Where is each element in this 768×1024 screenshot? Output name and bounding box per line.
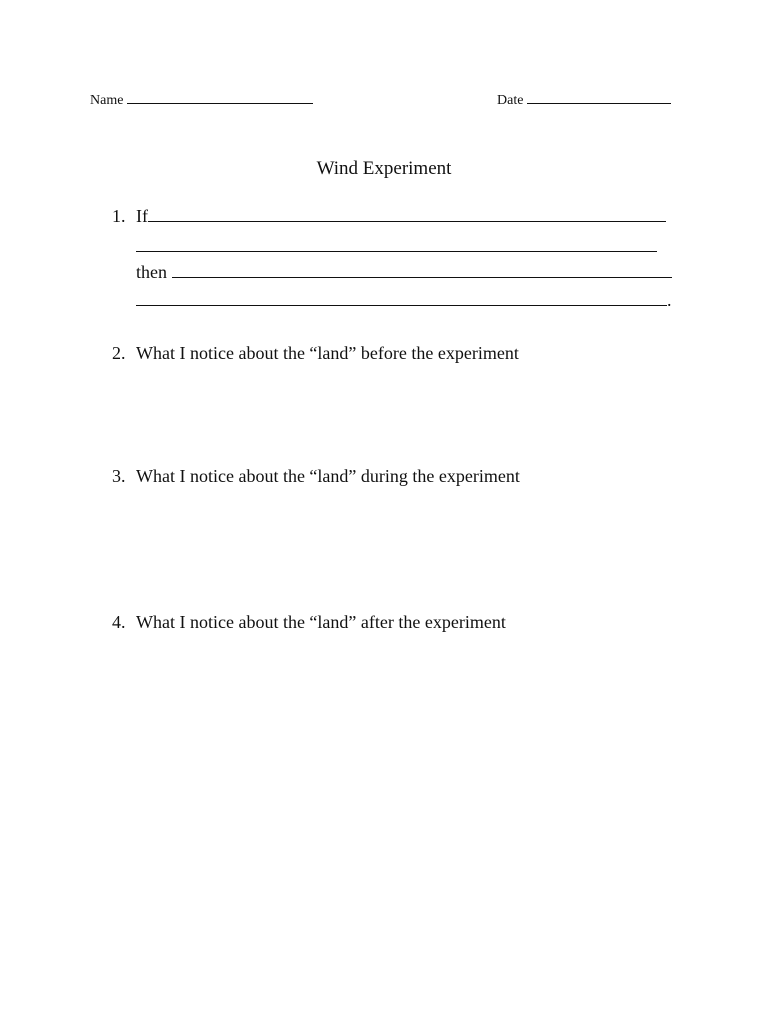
question-4-number: 4. <box>112 612 126 632</box>
if-label: If <box>136 206 148 226</box>
then-blank-line[interactable] <box>172 263 672 278</box>
question-4 <box>112 612 506 633</box>
if-blank-line-2[interactable] <box>136 237 657 252</box>
name-label: Name <box>90 93 124 108</box>
if-blank-line[interactable] <box>148 207 666 222</box>
question-2-number: 2. <box>112 343 126 363</box>
question-3-text: What I notice about the “land” during the experiment <box>136 466 520 486</box>
date-blank-line[interactable] <box>527 93 671 104</box>
then-line <box>136 262 672 283</box>
question-2-text: What I notice about the “land” before the experiment <box>136 343 519 363</box>
end-period: . <box>667 290 672 310</box>
date-field <box>497 93 671 109</box>
name-blank-line[interactable] <box>127 93 313 104</box>
question-3 <box>112 466 520 487</box>
then-continuation-line <box>136 290 672 311</box>
question-3-number: 3. <box>112 466 126 486</box>
worksheet-title: Wind Experiment <box>316 158 452 179</box>
question-1-number: 1. <box>112 206 126 226</box>
date-label: Date <box>497 93 524 108</box>
question-1 <box>112 206 666 227</box>
question-2 <box>112 343 519 364</box>
question-4-text: What I notice about the “land” after the experiment <box>136 612 506 632</box>
then-blank-line-2[interactable] <box>136 291 667 306</box>
then-label: then <box>136 262 167 282</box>
if-continuation-line <box>136 236 657 257</box>
name-field <box>90 93 313 109</box>
